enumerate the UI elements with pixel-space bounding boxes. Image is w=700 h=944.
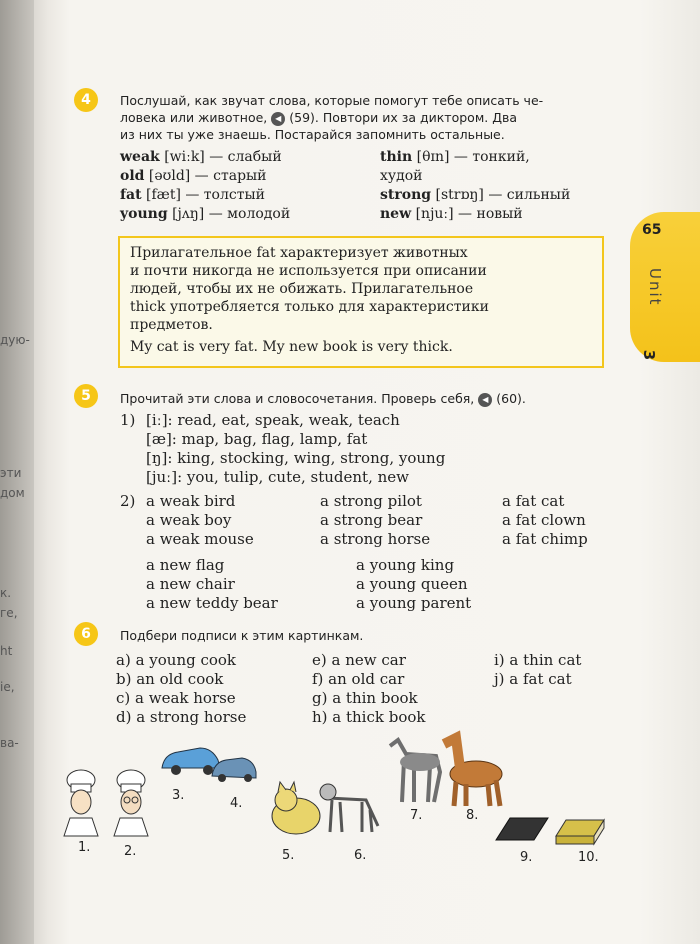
phrase: a fat cat xyxy=(502,492,565,510)
note-example: My cat is very fat. My new book is very thick. xyxy=(130,339,453,355)
picture-number: 4. xyxy=(230,796,243,811)
margin-fragment: ht xyxy=(0,644,13,658)
strong-horse-image xyxy=(444,738,502,806)
picture-number: 5. xyxy=(282,848,295,863)
margin-fragment: ie, xyxy=(0,680,15,694)
part-label: 2) xyxy=(120,492,136,510)
caption: g) a thin book xyxy=(312,689,418,707)
picture-number: 2. xyxy=(124,844,137,859)
part-label: 1) xyxy=(120,411,136,429)
vocab-item: weak [wiːk] — слабый xyxy=(120,149,282,165)
phrases-column xyxy=(320,492,430,549)
phrase: a weak mouse xyxy=(146,530,254,548)
phrase: a weak boy xyxy=(146,511,232,529)
fat-cat-image xyxy=(272,782,320,834)
phrases-column xyxy=(146,492,254,549)
vocab-list-right xyxy=(380,148,570,224)
phrases-column xyxy=(146,556,278,613)
vocab-item: old [əʊld] — старый xyxy=(120,168,267,184)
page-number: 65 xyxy=(642,222,662,238)
phrase: a new flag xyxy=(146,556,225,574)
phrase: a young parent xyxy=(356,594,472,612)
picture-number: 9. xyxy=(520,850,533,865)
captions-column xyxy=(116,651,246,727)
cars-illustration xyxy=(160,738,260,782)
exercise-6-instruction: Подбери подписи к этим картинкам. xyxy=(120,628,364,643)
margin-fragment: дом xyxy=(0,486,25,500)
sound-line: [iː]: read, eat, speak, weak, teach xyxy=(146,411,400,429)
vocab-list-left xyxy=(120,148,290,224)
note-line: и почти никогда не используется при описании xyxy=(130,263,487,279)
picture-number: 8. xyxy=(466,808,479,823)
caption: a) a young cook xyxy=(116,651,237,669)
captions-column xyxy=(312,651,426,727)
exercise-number-bullet: 6 xyxy=(74,622,98,646)
vocab-item: fat [fæt] — толстый xyxy=(120,187,265,203)
caption: i) a thin cat xyxy=(494,651,582,669)
margin-fragment: дую- xyxy=(0,333,30,347)
instruction-line: Послушай, как звучат слова, которые помогут тебе описать че- xyxy=(120,93,544,108)
caption: f) an old car xyxy=(312,670,405,688)
new-car-image xyxy=(162,748,220,775)
books-illustration xyxy=(494,810,614,846)
phrase: a fat chimp xyxy=(502,530,588,548)
phrases-column xyxy=(356,556,471,613)
phrase: a strong horse xyxy=(320,530,431,548)
vocab-item: худой xyxy=(380,168,423,184)
margin-fragment: эти xyxy=(0,466,22,480)
sounds-list xyxy=(146,411,445,487)
phrase: a strong pilot xyxy=(320,492,422,510)
phrase: a fat clown xyxy=(502,511,586,529)
picture-number: 7. xyxy=(410,808,423,823)
horses-illustration xyxy=(384,732,510,812)
vocab-item: young [jʌŋ] — молодой xyxy=(120,206,291,222)
young-cook-image xyxy=(64,770,98,836)
sound-line: [juː]: you, tulip, cute, student, new xyxy=(146,468,409,486)
margin-fragment: к. xyxy=(0,586,12,600)
phrase: a young king xyxy=(356,556,455,574)
unit-number: 3 xyxy=(640,349,659,361)
thin-cat-image xyxy=(320,784,378,832)
picture-number: 3. xyxy=(172,788,185,803)
sound-line: [ŋ]: king, stocking, wing, strong, young xyxy=(146,449,446,467)
sound-line: [æ]: map, bag, flag, lamp, fat xyxy=(146,430,368,448)
margin-fragment: ва- xyxy=(0,736,19,750)
margin-fragment: ге, xyxy=(0,606,18,620)
old-cook-image xyxy=(114,770,148,836)
note-line: thick употребляется только для характеристики xyxy=(130,299,489,315)
phrase: a young queen xyxy=(356,575,468,593)
caption: h) a thick book xyxy=(312,708,426,726)
weak-horse-image xyxy=(390,740,440,802)
cats-illustration xyxy=(270,776,390,840)
grammar-note-box xyxy=(118,236,604,368)
note-line: Прилагательное fat характеризует животных xyxy=(130,245,468,261)
audio-speaker-icon[interactable]: ◀ xyxy=(478,393,492,407)
caption: j) a fat cat xyxy=(494,670,572,688)
caption: d) a strong horse xyxy=(116,708,247,726)
exercise-number-bullet: 4 xyxy=(74,88,98,112)
thin-book-image xyxy=(496,818,548,840)
note-line: предметов. xyxy=(130,317,213,333)
phrase: a new chair xyxy=(146,575,235,593)
caption: b) an old cook xyxy=(116,670,224,688)
phrase: a new teddy bear xyxy=(146,594,278,612)
vocab-item: strong [strɒŋ] — сильный xyxy=(380,187,571,203)
vocab-item: new [njuː] — новый xyxy=(380,206,523,222)
cooks-illustration xyxy=(56,768,166,838)
audio-speaker-icon[interactable]: ◀ xyxy=(271,112,285,126)
caption: c) a weak horse xyxy=(116,689,236,707)
phrase: a strong bear xyxy=(320,511,423,529)
exercise-5-instruction: Прочитай эти слова и словосочетания. Проверь себя, ◀ (60). xyxy=(120,391,526,406)
thick-book-image xyxy=(556,820,604,844)
instruction-line: ловека или животное, ◀ (59). Повтори их за диктором. Два xyxy=(120,110,517,125)
caption: e) a new car xyxy=(312,651,406,669)
exercise-number-bullet: 5 xyxy=(74,384,98,408)
picture-number: 1. xyxy=(78,840,91,855)
captions-column xyxy=(494,651,581,689)
unit-label: Unit xyxy=(646,268,664,307)
picture-number: 6. xyxy=(354,848,367,863)
exercise-4-instruction xyxy=(120,92,615,143)
vocab-item: thin [θɪn] — тонкий, xyxy=(380,149,530,165)
phrases-column xyxy=(502,492,588,549)
phrase: a weak bird xyxy=(146,492,236,510)
picture-number: 10. xyxy=(578,850,599,865)
instruction-line: из них ты уже знаешь. Постарайся запомнить остальные. xyxy=(120,127,505,142)
note-line: людей, чтобы их не обижать. Прилагательное xyxy=(130,281,474,297)
